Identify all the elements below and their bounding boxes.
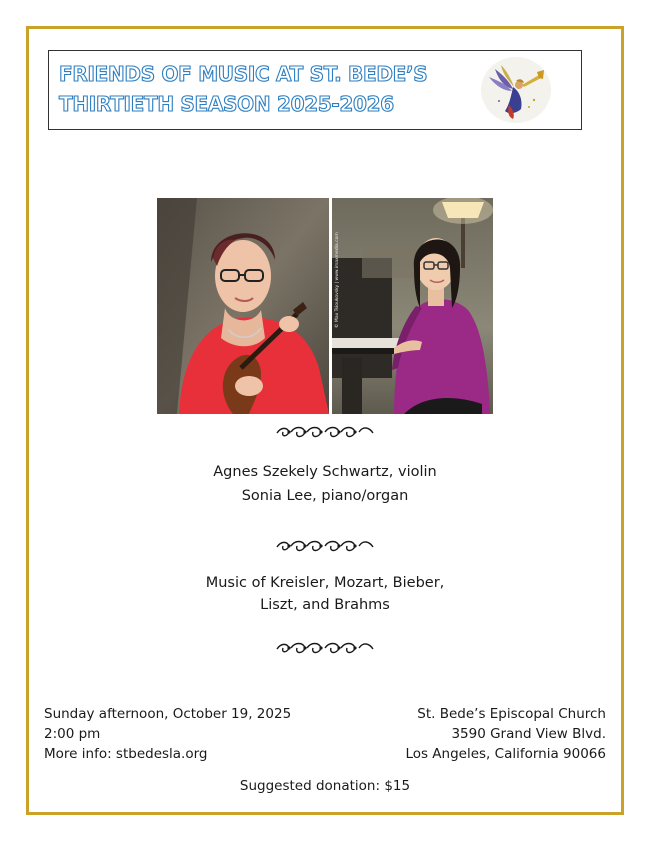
event-date: Sunday afternoon, October 19, 2025 xyxy=(44,706,292,722)
program xyxy=(26,572,624,616)
scroll-ornament-icon xyxy=(275,538,375,552)
venue-city: Los Angeles, California 90066 xyxy=(405,746,606,762)
venue-street: 3590 Grand View Blvd. xyxy=(451,726,606,742)
angel-trumpet-icon xyxy=(479,55,553,125)
venue-name: St. Bede’s Episcopal Church xyxy=(417,706,606,722)
title-line-2: THIRTIETH SEASON 2025-2026 xyxy=(59,92,394,116)
event-info: More info: stbedesla.org xyxy=(44,746,208,762)
venue-address xyxy=(380,704,606,764)
performers xyxy=(26,460,624,508)
scroll-ornament-icon xyxy=(275,640,375,654)
photo-credit: © Max Tsioukovsky | www.imaxmedia.com xyxy=(335,232,340,328)
title-line-1: FRIENDS OF MUSIC AT ST. BEDE’S xyxy=(59,62,428,86)
performer-piano: Sonia Lee, piano/organ xyxy=(241,488,409,504)
program-line-2: Liszt, and Brahms xyxy=(260,597,390,613)
event-details xyxy=(44,704,291,764)
scroll-ornament-icon xyxy=(275,424,375,438)
pianist-photo xyxy=(332,198,493,414)
poster-frame xyxy=(26,26,624,815)
header-box xyxy=(48,50,582,130)
event-time: 2:00 pm xyxy=(44,726,101,742)
page-title xyxy=(59,59,427,119)
program-line-1: Music of Kreisler, Mozart, Bieber, xyxy=(205,575,445,591)
performer-violin: Agnes Szekely Schwartz, violin xyxy=(213,464,437,480)
violinist-photo xyxy=(157,198,329,414)
suggested-donation: Suggested donation: $15 xyxy=(239,778,411,794)
